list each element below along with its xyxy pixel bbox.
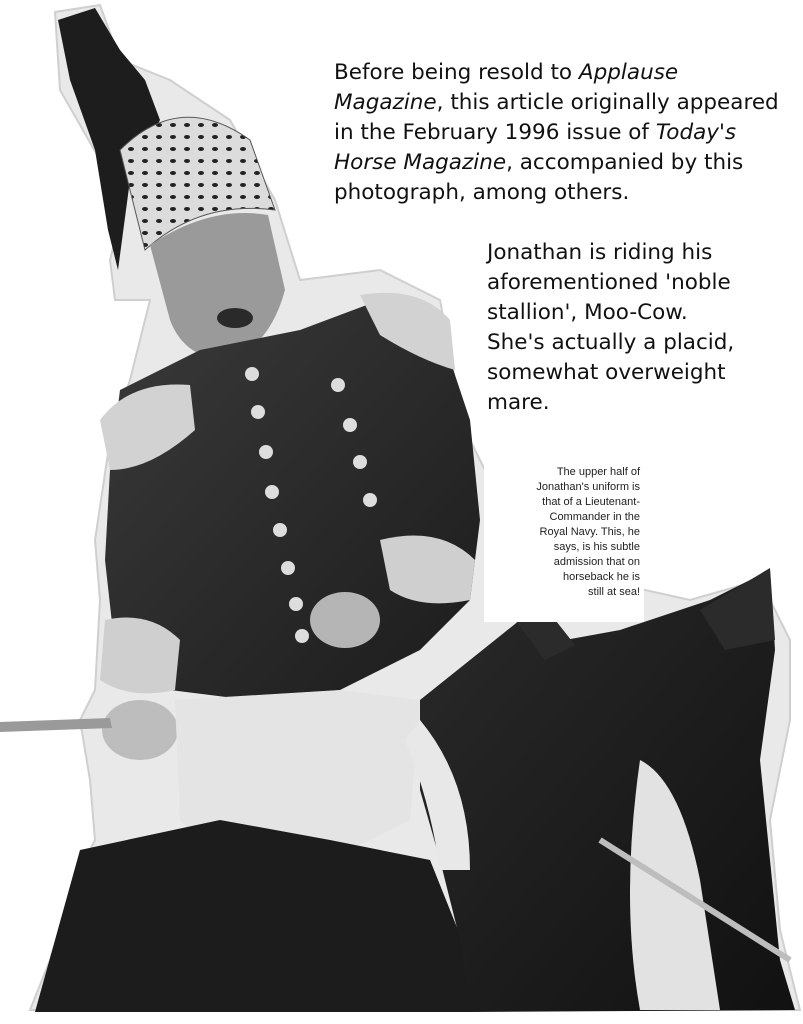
uniform-caption-line: Commander in the <box>549 511 640 523</box>
uniform-caption-line: Royal Navy. This, he <box>539 526 640 538</box>
uniform-caption-line: Jonathan's uniform is <box>536 481 640 493</box>
intro-paragraph <box>334 58 784 208</box>
magazine-name-todays-horse: Today's Horse Magazine <box>334 120 737 175</box>
horse-caption-line: She's actually a placid, <box>487 330 735 355</box>
magazine-name-applause: Applause Magazine <box>334 60 679 115</box>
uniform-caption-box <box>484 462 644 622</box>
horse-caption-line: mare. <box>487 390 550 415</box>
intro-text-end: , accompanied by this photograph, among others. <box>334 150 744 205</box>
uniform-caption-line: admission that on <box>553 556 640 568</box>
horse-caption-line: stallion', Moo-Cow. <box>487 300 688 325</box>
horse-caption-line: aforementioned 'noble <box>487 270 731 295</box>
uniform-caption-line: that of a Lieutenant- <box>542 496 640 508</box>
uniform-caption-line: The upper half of <box>556 466 640 478</box>
horse-caption-line: Jonathan is riding his <box>487 240 713 265</box>
uniform-caption-line: horseback he is <box>562 571 640 583</box>
intro-text-middle: , this article originally appeared in the February 1996 issue of <box>334 90 779 145</box>
horse-caption-line: somewhat overweight <box>487 360 726 385</box>
uniform-caption-line: says, is his subtle <box>553 541 640 553</box>
intro-text-start: Before being resold to <box>334 60 579 85</box>
horse-caption <box>487 238 777 418</box>
uniform-caption-line: still at sea! <box>588 586 640 598</box>
